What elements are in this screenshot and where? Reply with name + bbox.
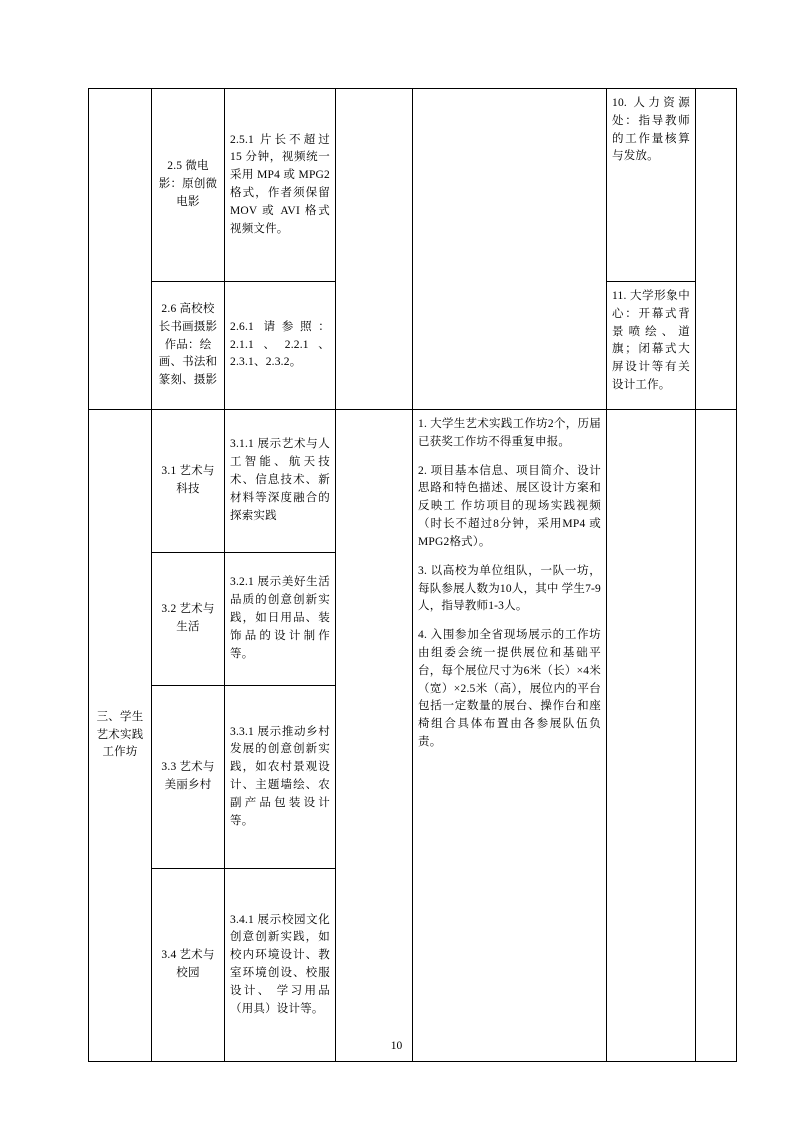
- requirement-paragraph: 1. 大学生艺术实践工作坊2个，历届已获奖工作坊不得重复申报。: [418, 418, 601, 448]
- cell-item: 3.2 艺术与生活: [152, 553, 225, 686]
- cell-item: 3.3 艺术与美丽乡村: [152, 686, 225, 869]
- cell-description: 3.1.1 展示艺术与人工智能、航天技术、信息技术、新材料等深度融合的探索实践: [225, 410, 336, 553]
- cell-item: 2.5 微电影：原创微电影: [152, 89, 225, 282]
- cell-description: 2.6.1 请参照：2.1.1、2.2.1、2.3.1、2.3.2。: [225, 282, 336, 410]
- requirement-paragraph: 2. 项目基本信息、项目简介、设计思路和特色描述、展区设计方案和反映工 作坊项目的现场实践视频（时长不超过8分钟，采用MP4 或MPG2格式）。: [418, 464, 601, 548]
- cell-requirement: [413, 410, 607, 1062]
- cell-requirement: [413, 89, 607, 410]
- cell-item: 3.4 艺术与校园: [152, 869, 225, 1062]
- cell-description: 2.5.1 片长不超过 15 分钟，视频统一采用 MP4 或 MPG2 格式，作者须保留 MOV 或 AVI 格式视频文件。: [225, 89, 336, 282]
- cell-blank-a: [336, 410, 413, 1062]
- cell-responsible: 10. 人力资源处：指导教师的工作量核算与发放。: [607, 89, 696, 282]
- requirement-paragraph: 3. 以高校为单位组队，一队一坊，每队参展人数为10人，其中 学生7-9人，指导教师1-3人。: [418, 564, 602, 613]
- cell-category: [89, 89, 152, 410]
- cell-blank-b: [696, 410, 737, 1062]
- cell-description: 3.2.1 展示美好生活品质的创意创新实践，如日用品、装饰品的设计制作等。: [225, 553, 336, 686]
- cell-item: 3.1 艺术与科技: [152, 410, 225, 553]
- cell-blank-b: [696, 89, 737, 410]
- cell-category: 三、学生艺术实践工作坊: [89, 410, 152, 1062]
- cell-blank-a: [336, 89, 413, 410]
- cell-item: 2.6 高校校长书画摄影作品：绘画、书法和篆刻、摄影: [152, 282, 225, 410]
- table-row: [89, 410, 737, 553]
- page-number: 10: [390, 1040, 403, 1052]
- requirement-paragraph: 4. 入围参加全省现场展示的工作坊由组委会统一提供展位和基础平台，每个展位尺寸为6米（长）×4米（宽）×2.5米（高），展位内的平台包括一定数量的展台、操作台和座椅组合具体布置由各参展队伍负责。: [418, 629, 601, 748]
- cell-responsible: [607, 410, 696, 1062]
- cell-responsible: 11. 大学形象中心：开幕式背景喷绘、道旗；闭幕式大屏设计等有关设计工作。: [607, 282, 696, 410]
- cell-description: 3.3.1 展示推动乡村发展的创意创新实践，如农村景观设计、主题墙绘、农副产品包装设计等。: [225, 686, 336, 869]
- table-row: [89, 89, 737, 282]
- cell-description: 3.4.1 展示校园文化创意创新实践，如校内环境设计、教室环境创设、校服设计、 学习用品（用具）设计等。: [225, 869, 336, 1062]
- content-table: [88, 88, 737, 1062]
